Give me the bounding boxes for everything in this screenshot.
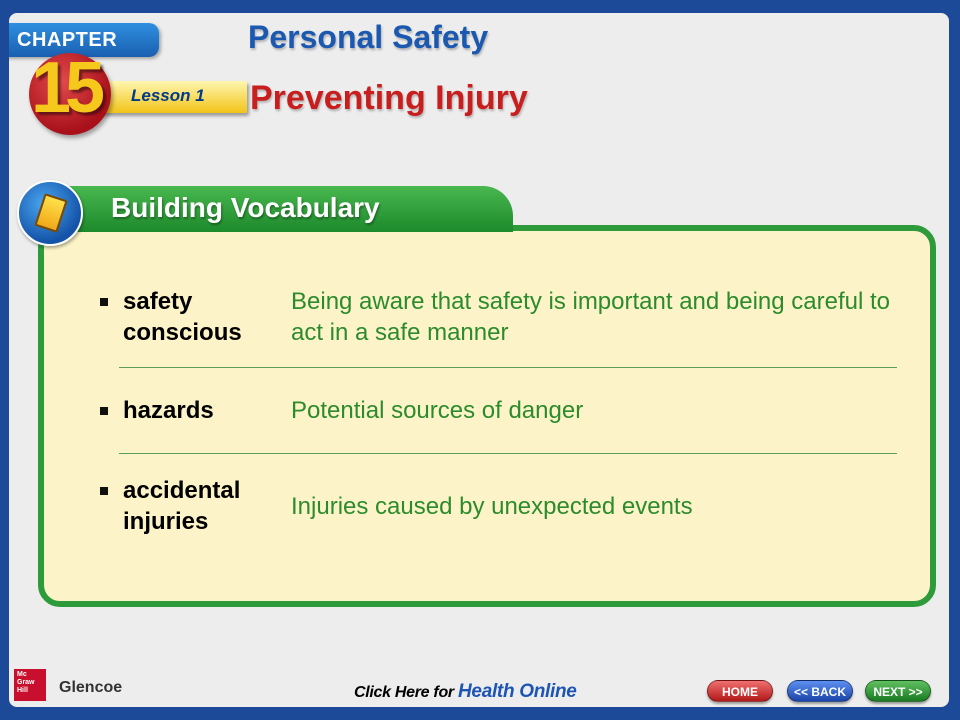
chapter-label: CHAPTER — [17, 29, 118, 51]
publisher-logo — [14, 669, 46, 701]
chapter-number: 15 — [31, 48, 100, 128]
vocab-term: hazards — [123, 397, 214, 424]
divider — [119, 367, 897, 368]
bullet-icon — [100, 298, 108, 306]
section-title: Building Vocabulary — [111, 192, 380, 223]
divider — [119, 453, 897, 454]
book-icon — [34, 193, 67, 233]
health-online-link[interactable] — [354, 681, 577, 703]
vocab-definition: Potential sources of danger — [291, 397, 584, 424]
slide-supertitle: Personal Safety — [248, 19, 489, 55]
slide-title: Preventing Injury — [250, 79, 528, 117]
back-button[interactable]: << BACK — [787, 680, 853, 702]
health-link-accent: Health Online — [458, 681, 577, 702]
publisher-logo-text: Mc Graw Hill — [17, 671, 35, 694]
vocab-term: safety conscious — [123, 288, 242, 346]
vocab-definition: Injuries caused by unexpected events — [291, 493, 693, 520]
bullet-icon — [100, 487, 108, 495]
bullet-icon — [100, 407, 108, 415]
vocab-term: accidental injuries — [123, 477, 241, 535]
health-link-prefix: Click Here for — [354, 684, 458, 701]
publisher-name: Glencoe — [59, 679, 123, 696]
section-badge — [17, 180, 83, 246]
next-button[interactable]: NEXT >> — [865, 680, 931, 702]
vocabulary-panel — [38, 225, 936, 607]
slide — [9, 13, 949, 707]
vocab-definition: Being aware that safety is important and being careful to act in a safe manner — [291, 288, 891, 346]
home-button[interactable]: HOME — [707, 680, 773, 702]
section-header — [23, 186, 513, 232]
lesson-label: Lesson 1 — [131, 86, 205, 105]
